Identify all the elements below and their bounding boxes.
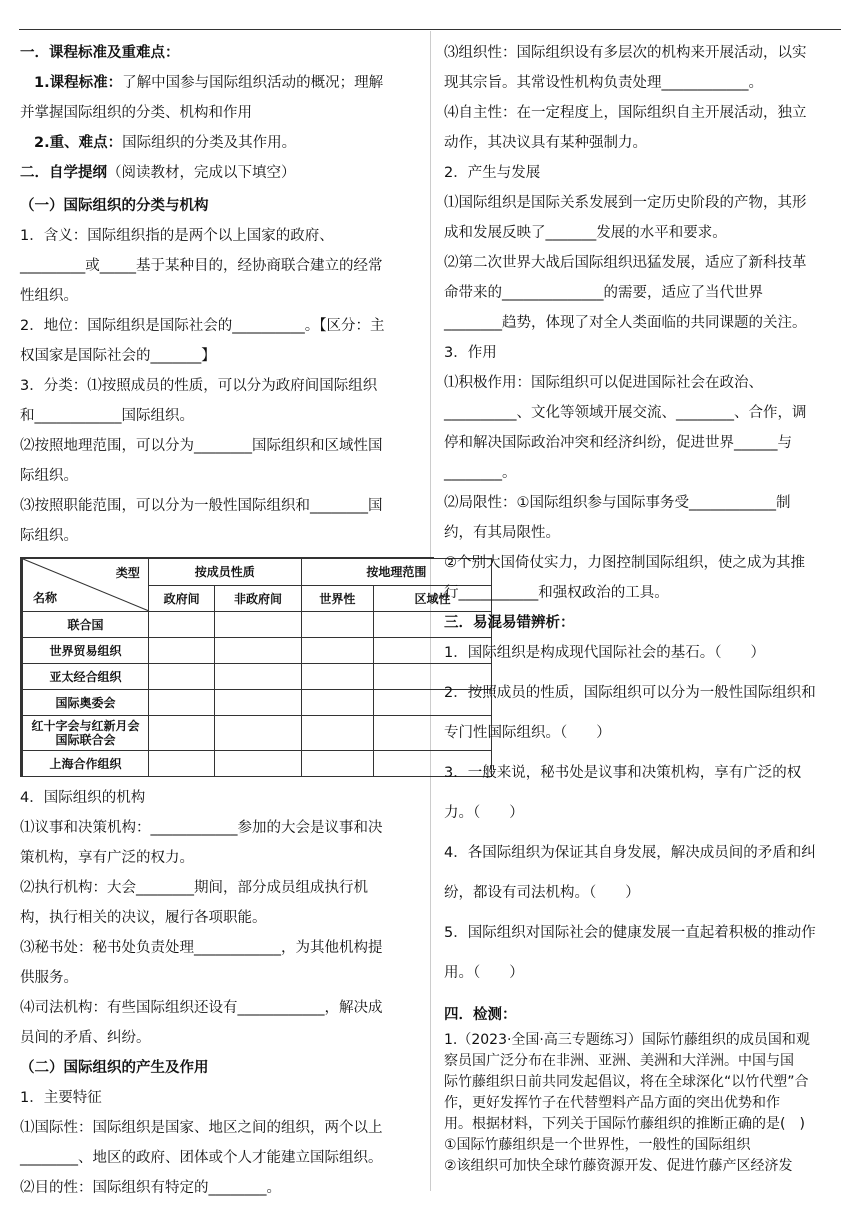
- text-line: 4．国际组织的机构: [20, 790, 146, 806]
- group-header-membership: 按成员性质: [148, 559, 301, 586]
- blank-cell: [301, 716, 373, 751]
- blank-cell: [148, 690, 214, 716]
- key-points: [20, 128, 416, 158]
- table-row: [23, 664, 492, 690]
- text-line: ⑶按照职能范围，可以分为一般性国际组织和________国: [20, 498, 383, 514]
- corner-name-label: 名称: [33, 591, 58, 605]
- text-line: ⑶秘书处：秘书处负责处理____________，为其他机构提: [20, 940, 383, 956]
- exam-line: 际竹藤组织日前共同发起倡议，将在全球深化“以竹代塑”合: [444, 1074, 809, 1090]
- blank-cell: [301, 751, 373, 777]
- row-name: 世界贸易组织: [23, 638, 149, 664]
- text-line: 现其宗旨。其常设性机构负责处理____________。: [444, 75, 763, 91]
- text-line: ⑴议事和决策机构：____________参加的大会是议事和决: [20, 820, 383, 836]
- text-line: ⑵按照地理范围，可以分为________国际组织和区域性国: [20, 438, 383, 454]
- text-line: _________或_____基于某种目的，经协商联合建立的经常: [20, 258, 383, 274]
- text-line: 和____________国际组织。: [20, 408, 194, 424]
- section-4-title: 四．检测：: [444, 1007, 517, 1023]
- curriculum-standard-cont: 并掌握国际组织的分类、机构和作用: [20, 105, 252, 121]
- key-points-label: 2.重、难点：: [34, 135, 123, 151]
- text-line: __________、文化等领域开展交流、________、合作，调: [444, 405, 807, 421]
- exam-question: [444, 1030, 842, 1177]
- subsection-1-title: （一）国际组织的分类与机构: [20, 198, 209, 214]
- text-line: ⑷司法机构：有些国际组织还设有____________，解决成: [20, 1000, 383, 1016]
- table-row: [23, 690, 492, 716]
- blank-cell: [148, 664, 214, 690]
- text-line: 员间的矛盾、纠纷。: [20, 1030, 151, 1046]
- text-line: ⑵目的性：国际组织有特定的________。: [20, 1180, 281, 1196]
- text-line: 动作，其决议具有某种强制力。: [444, 135, 647, 151]
- row-name: 亚太经合组织: [23, 664, 149, 690]
- blank-cell: [148, 612, 214, 638]
- text-line: 性组织。: [20, 288, 78, 304]
- text-line: 1．主要特征: [20, 1090, 102, 1106]
- text-line: 策机构，享有广泛的权力。: [20, 850, 194, 866]
- text-line: ⑴国际性：国际组织是国家、地区之间的组织，两个以上: [20, 1120, 383, 1136]
- text-line: 际组织。: [20, 468, 78, 484]
- col-header: 区域性: [374, 585, 492, 612]
- col-header: 政府间: [148, 585, 214, 612]
- classification-table-wrap: [20, 557, 451, 777]
- exam-line: 作，更好发挥竹子在代替塑料产品方面的突出优势和作: [444, 1095, 780, 1111]
- row-name: 红十字会与红新月会国际联合会: [23, 716, 149, 751]
- judge-item: 5．国际组织对国际社会的健康发展一直起着积极的推动作: [444, 925, 816, 941]
- text-line: ________、地区的政府、团体或个人才能建立国际组织。: [20, 1150, 383, 1166]
- text-line: 停和解决国际政治冲突和经济纠纷，促进世界______与: [444, 435, 792, 451]
- blank-cell: [301, 638, 373, 664]
- blank-cell: [148, 638, 214, 664]
- exam-line: 察员国广泛分布在非洲、亚洲、美洲和大洋洲。中国与国: [444, 1053, 794, 1069]
- left-column: [20, 38, 451, 1203]
- table-row: [23, 751, 492, 777]
- text-line: 际组织。: [20, 528, 78, 544]
- text-line: ⑴积极作用：国际组织可以促进国际社会在政治、: [444, 375, 763, 391]
- blank-cell: [215, 612, 301, 638]
- section-1-title: 一．课程标准及重难点：: [20, 45, 180, 61]
- judge-item-cont: 用。（ ）: [444, 965, 524, 981]
- curriculum-standard-label: 1.课程标准：: [34, 75, 123, 91]
- blank-cell: [301, 664, 373, 690]
- blank-cell: [301, 612, 373, 638]
- text-line: ②个别大国倚仗实力，力图控制国际组织，使之成为其推: [444, 555, 805, 571]
- judge-item-cont: 力。（ ）: [444, 805, 524, 821]
- row-name: 联合国: [23, 612, 149, 638]
- text-line: 命带来的______________的需要，适应了当代世界: [444, 285, 763, 301]
- text-line: 1．含义：国际组织指的是两个以上国家的政府、: [20, 228, 334, 244]
- blank-cell: [215, 690, 301, 716]
- text-line: ⑶组织性：国际组织设有多层次的机构来开展活动，以实: [444, 45, 807, 61]
- section-2-heading: 二．自学提纲: [20, 165, 107, 181]
- judge-item-cont: 纷，都设有司法机构。（ ）: [444, 885, 640, 901]
- curriculum-standard-text: 了解中国参与国际组织活动的概况；理解: [122, 75, 384, 91]
- text-line: 构，执行相关的决议，履行各项职能。: [20, 910, 267, 926]
- text-line: 2．产生与发展: [444, 165, 541, 181]
- text-line: ⑵执行机构：大会________期间，部分成员组成执行机: [20, 880, 368, 896]
- key-points-text: 国际组织的分类及其作用。: [122, 135, 297, 151]
- text-line: ⑵第二次世界大战后国际组织迅猛发展，适应了新科技革: [444, 255, 807, 271]
- blank-cell: [301, 690, 373, 716]
- table-row: [23, 638, 492, 664]
- judge-item: 2．按照成员的性质，国际组织可以分为一般性国际组织和: [444, 685, 816, 701]
- blank-cell: [215, 751, 301, 777]
- exam-line: 1.（2023·全国·高三专题练习）国际竹藤组织的成员国和观: [444, 1032, 810, 1048]
- text-line: ________。: [444, 465, 517, 481]
- text-line: 3．分类：⑴按照成员的性质，可以分为政府间国际组织: [20, 378, 378, 394]
- text-line: 2．地位：国际组织是国际社会的__________。【区分：主: [20, 318, 385, 334]
- group-header-geography: 按地理范围: [301, 559, 491, 586]
- text-line: ⑵局限性：①国际组织参与国际事务受____________制: [444, 495, 791, 511]
- section-3-title: 三．易混易错辨析：: [444, 615, 575, 631]
- section-2-title: [20, 158, 416, 188]
- table-row: [23, 612, 492, 638]
- judge-item: 3．一般来说，秘书处是议事和决策机构，享有广泛的权: [444, 765, 802, 781]
- col-header: 世界性: [301, 585, 373, 612]
- text-line: 3．作用: [444, 345, 497, 361]
- table-corner-cell: [23, 559, 149, 612]
- text-line: 供服务。: [20, 970, 78, 986]
- blank-cell: [215, 716, 301, 751]
- text-line: 约，有其局限性。: [444, 525, 560, 541]
- text-line: ⑴国际组织是国际关系发展到一定历史阶段的产物，其形: [444, 195, 807, 211]
- section-2-note: （阅读教材，完成以下填空）: [107, 165, 296, 181]
- classification-table: [22, 558, 492, 777]
- judge-item-cont: 专门性国际组织。（ ）: [444, 725, 611, 741]
- right-column: [444, 38, 842, 1177]
- top-rule: [19, 29, 841, 30]
- exam-option: ②该组织可加快全球竹藤资源开发、促进竹藤产区经济发: [444, 1158, 793, 1174]
- judge-item: 4．各国际组织为保证其自身发展，解决成员间的矛盾和纠: [444, 845, 816, 861]
- text-line: 权国家是国际社会的_______】: [20, 348, 216, 364]
- judge-item: 1．国际组织是构成现代国际社会的基石。（ ）: [444, 645, 765, 661]
- corner-type-label: 类型: [115, 566, 140, 580]
- text-line: ________趋势，体现了对全人类面临的共同课题的关注。: [444, 315, 807, 331]
- row-name: 国际奥委会: [23, 690, 149, 716]
- curriculum-standard: [20, 68, 416, 98]
- table-row: [23, 716, 492, 751]
- blank-cell: [215, 664, 301, 690]
- text-line: ⑷自主性：在一定程度上，国际组织自主开展活动，独立: [444, 105, 807, 121]
- exam-option: ①国际竹藤组织是一个世界性，一般性的国际组织: [444, 1137, 751, 1153]
- blank-cell: [148, 716, 214, 751]
- col-header: 非政府间: [215, 585, 301, 612]
- blank-cell: [148, 751, 214, 777]
- row-name: 上海合作组织: [23, 751, 149, 777]
- text-line: 行___________和强权政治的工具。: [444, 585, 669, 601]
- blank-cell: [215, 638, 301, 664]
- text-line: 成和发展反映了_______发展的水平和要求。: [444, 225, 727, 241]
- subsection-2-title: （二）国际组织的产生及作用: [20, 1060, 209, 1076]
- exam-line: 用。根据材料，下列关于国际竹藤组织的推断正确的是( ): [444, 1116, 805, 1132]
